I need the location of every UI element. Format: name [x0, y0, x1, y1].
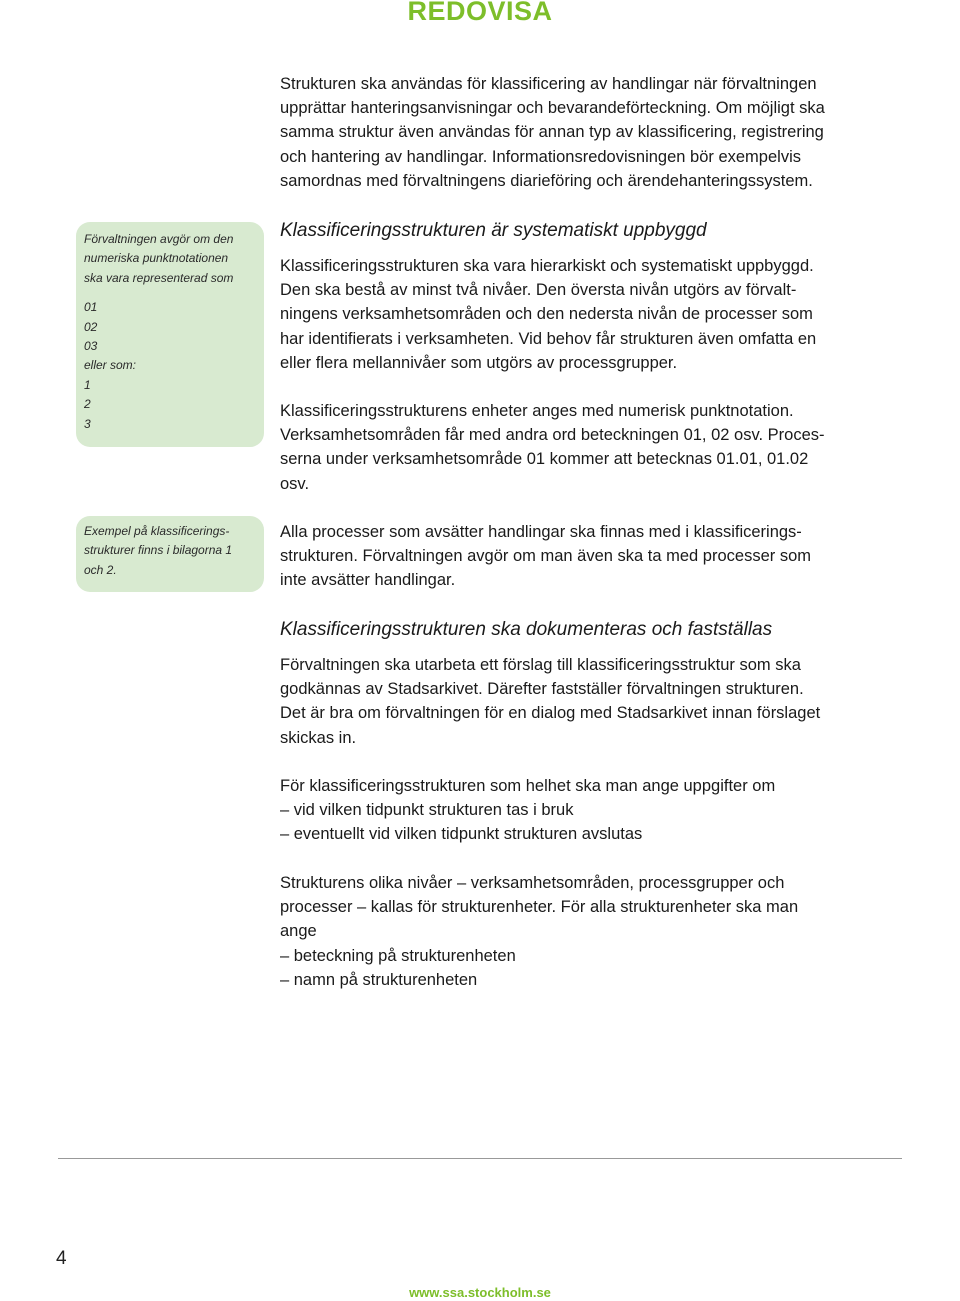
sidebar-line: ska vara representerad som: [84, 270, 234, 285]
text-line: serna under verksamhetsområde 01 kommer att betecknas 01.01, 01.02: [280, 450, 809, 469]
text-line: Verksamhetsområden får med andra ord beteckningen 01, 02 osv. Proces-: [280, 426, 825, 445]
section1-paragraph-1: [280, 254, 862, 375]
text-line: har identifierats i verksamheten. Vid behov får strukturen även omfatta en: [280, 329, 817, 348]
sidebar-line: eller som:: [84, 358, 137, 373]
sidebar-line: 03: [84, 339, 98, 354]
sidebar-line: 3: [84, 416, 91, 431]
sidebar-line: 02: [84, 319, 98, 334]
sidebar-line: strukturer finns i bilagorna 1: [84, 543, 233, 558]
sidebar-note-notation: [76, 222, 264, 447]
text-line: godkännas av Stadsarkivet. Därefter fastställer förvaltningen strukturen.: [280, 680, 804, 699]
section-heading-systematic: Klassificeringsstrukturen är systematiskt uppbyggd: [280, 220, 707, 241]
footer-divider: [58, 1158, 902, 1159]
page-header-title: REDOVISA: [407, 0, 553, 26]
list-item: – beteckning på strukturenheten: [280, 946, 516, 965]
text-line: samordnas med förvaltningens diarieföring och ärendehanteringssystem.: [280, 171, 813, 190]
section-heading-documentation: Klassificeringsstrukturen ska dokumenteras och fastställas: [280, 619, 773, 640]
sidebar-line: 01: [84, 300, 98, 315]
text-line: osv.: [280, 474, 310, 493]
text-line: Klassificeringsstrukturens enheter anges med numerisk punktnotation.: [280, 402, 794, 420]
text-line: skickas in.: [280, 728, 357, 747]
sidebar-line: numeriska punktnotationen: [84, 251, 229, 266]
sidebar-note-examples: [76, 516, 264, 592]
footer-website-link[interactable]: www.ssa.stockholm.se: [409, 1285, 551, 1300]
text-line: ningens verksamhetsområden och den nedersta nivån de processer som: [280, 305, 813, 324]
text-line: eller flera mellannivåer som utgörs av processgrupper.: [280, 353, 678, 372]
list-item: – eventuellt vid vilken tidpunkt strukturen avslutas: [280, 825, 643, 844]
text-line: upprättar hanteringsanvisningar och bevarandeförteckning. Om möjligt ska: [280, 99, 825, 118]
text-line: Strukturens olika nivåer – verksamhetsområden, processgrupper och: [280, 874, 785, 892]
section2-paragraph-1: [280, 653, 862, 750]
text-line: och hantering av handlingar. Informationsredovisningen bör exempelvis: [280, 147, 801, 166]
sidebar-line: 2: [84, 397, 91, 412]
sidebar-line: 1: [84, 377, 91, 392]
text-line: För klassificeringsstrukturen som helhet ska man ange uppgifter om: [280, 777, 776, 795]
intro-paragraph: [280, 72, 862, 193]
section2-paragraph-2: [280, 774, 862, 847]
list-item: – vid vilken tidpunkt strukturen tas i bruk: [280, 801, 574, 820]
section1-paragraph-3: [280, 520, 862, 593]
text-line: Alla processer som avsätter handlingar ska finnas med i klassificerings-: [280, 523, 802, 541]
list-item: – namn på strukturenheten: [280, 970, 478, 989]
text-line: strukturen. Förvaltningen avgör om man även ska ta med processer som: [280, 547, 811, 566]
text-line: samma struktur även användas för annan typ av klassificering, registrering: [280, 123, 824, 142]
sidebar-line: Exempel på klassificerings-: [84, 524, 230, 538]
text-line: Den ska bestå av minst två nivåer. Den översta nivån utgörs av förvalt-: [280, 281, 797, 300]
text-line: Klassificeringsstrukturen ska vara hierarkiskt och systematiskt uppbyggd.: [280, 257, 814, 275]
text-line: ange: [280, 922, 317, 941]
section2-paragraph-3: [280, 871, 862, 992]
text-line: inte avsätter handlingar.: [280, 571, 456, 590]
section1-paragraph-2: [280, 399, 862, 496]
text-line: Förvaltningen ska utarbeta ett förslag till klassificeringsstruktur som ska: [280, 656, 801, 674]
page-number: 4: [56, 1248, 67, 1269]
sidebar-line: Förvaltningen avgör om den: [84, 232, 234, 246]
text-line: processer – kallas för strukturenheter. För alla strukturenheter ska man: [280, 898, 799, 917]
sidebar-spacer: [84, 288, 254, 298]
text-line: Det är bra om förvaltningen för en dialog med Stadsarkivet innan förslaget: [280, 704, 821, 723]
sidebar-line: och 2.: [84, 562, 117, 577]
text-line: Strukturen ska användas för klassificering av handlingar när förvaltningen: [280, 75, 817, 93]
